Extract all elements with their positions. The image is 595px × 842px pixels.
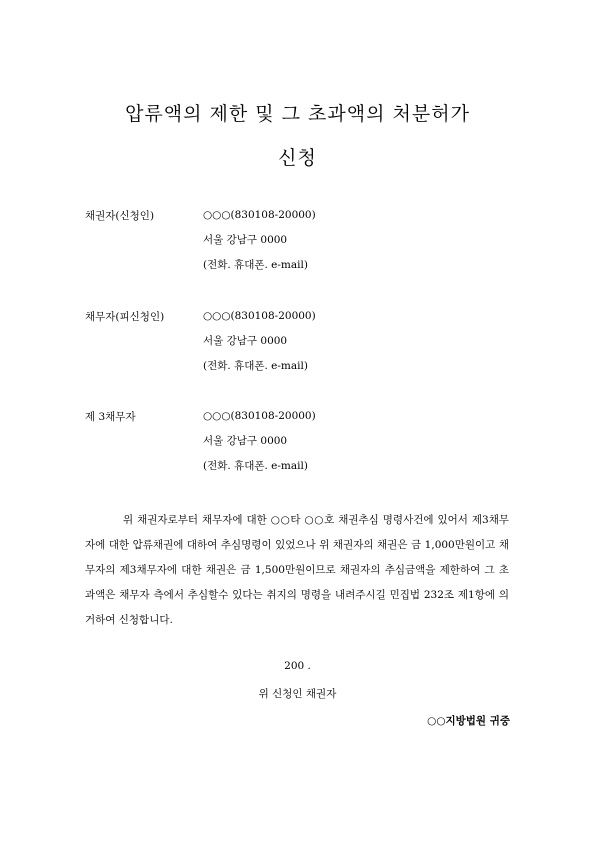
party-address: 서울 강남구 0000 (203, 435, 288, 447)
party-contact: (전화. 휴대폰. e-mail) (203, 259, 308, 271)
party-contact: (전화. 휴대폰. e-mail) (203, 460, 308, 472)
party-address: 서울 강남구 0000 (203, 234, 288, 246)
party-name-id: ○○○(830108-20000) (203, 410, 316, 422)
party-address: 서울 강남구 0000 (203, 335, 288, 347)
document-title: 압류액의 제한 및 그 초과액의 처분허가 (125, 103, 470, 125)
application-body-text: 위 채권자로부터 채무자에 대한 ○○타 ○○호 채권추심 명령사건에 있어서 제3채무자에 대한 압류채권에 대하여 추심명령이 있었으나 위 채권자의 채권은 금 1,000만원이고 채무자의 제3채무자에 대한 채권은 금 1,500만원이므로 채권자의 추심금액을 제한하여 그 초과액은 채무자 측에서 추심할수 있다는 취지의 명령을 내려주시길 민집법 232조 제1항에 의거하여 신청합니다. (85, 514, 509, 626)
party-role: 채권자(신청인) (85, 210, 155, 222)
party-role: 제 3채무자 (85, 411, 136, 423)
party-name-id: ○○○(830108-20000) (203, 310, 316, 322)
document-title-line2: 신청 (278, 147, 317, 169)
application-date: 200 . (284, 660, 311, 672)
application-body (85, 508, 509, 633)
party-name-id: ○○○(830108-20000) (203, 209, 316, 221)
applicant-signature-line: 위 신청인 채권자 (258, 688, 337, 700)
party-role: 채무자(피신청인) (85, 311, 165, 323)
party-contact: (전화. 휴대폰. e-mail) (203, 360, 308, 372)
court-addressee: ○○지방법원 귀중 (427, 715, 510, 727)
